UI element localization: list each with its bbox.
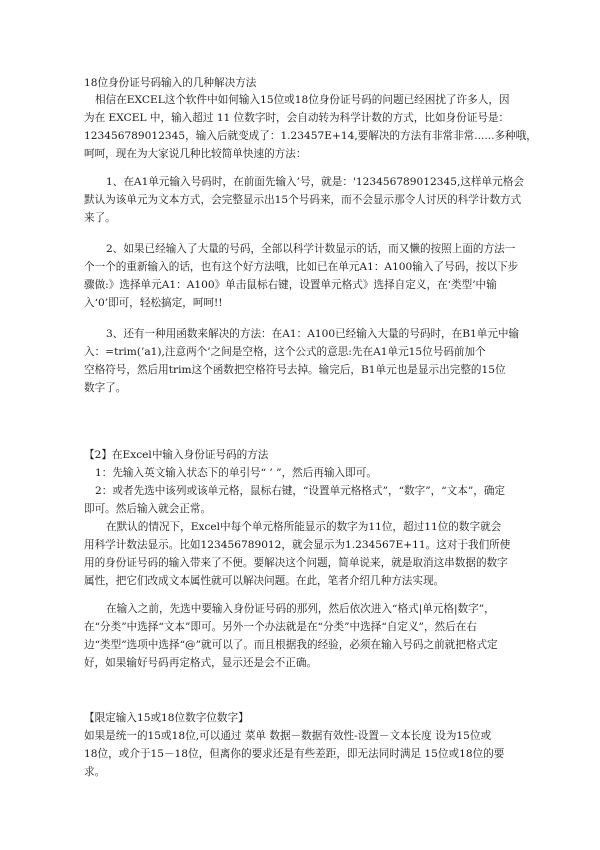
method2-line-2: 个一个的重新输入的话，也有这个好方法哦，比如已在单元A1：A100输入了号码，按以下步 [84, 261, 519, 273]
method3-line-4: 数字了。 [84, 382, 127, 394]
method3-line-3: 空格符号，然后用trim这个函数把空格符号去掉。输完后，B1单元也是显示出完整的15位 [84, 364, 506, 376]
method3-line-1: 3、还有一种用函数来解决的方法：在A1：A100已经输入大量的号码时，在B1单元中输 [106, 328, 520, 340]
section2-step-2-line-2: 即可。然后输入就会正常。 [84, 503, 212, 515]
section2-para3-line-1: 在默认的情况下，Excel中每个单元格所能显示的数字为11位，超过11位的数字就会 [106, 521, 502, 533]
section2-para3-line-4: 属性，把它们改成文本属性就可以解决问题。在此，笔者介绍几种方法实现。 [84, 575, 445, 587]
method2-line-3: 骤做:》选择单元A1：A100》单击鼠标右键，设置单元格式》选择自定义，在‘类型’中输 [84, 279, 497, 291]
section3-line-3: 求。 [84, 766, 106, 778]
method1-line-2: 默认为该单元为文本方式，会完整显示出15个号码来，而不会显示那令人讨厌的科学计数方式 [84, 194, 522, 206]
section1-intro-line-2: 为在 EXCEL 中，输入超过 11 位数字时，会自动转为科学计数的方式，比如身份证号是： [84, 112, 510, 124]
section2-para3-line-2: 用科学计数法显示。比如123456789012，就会显示为1.234567E+11。这对于我们所使 [84, 539, 511, 551]
section2-para4-line-4: 好，如果输好号码再定格式，显示还是会不正确。 [84, 657, 318, 669]
method1-line-1: 1、在A1单元输入号码时，在前面先输入’号，就是：'123456789012345,这样单元格会 [106, 176, 524, 188]
section2-step-2-line-1: 2：或者先选中该列或该单元格，鼠标右键，“设置单元格格式”，“数字”，“文本”，确定 [95, 485, 506, 497]
section2-title: 【2】在Excel中输入身份证号码的方法 [84, 449, 269, 461]
section2-para4-line-1: 在输入之前，先选中要输入身份证号码的那列，然后依次进入“格式|单元格|数字”， [106, 603, 495, 615]
section3-line-2: 18位，或介于15－18位，但离你的要求还是有些差距，即无法同时满足 15位或18位的要 [84, 748, 505, 760]
method2-line-4: 入‘0’即可，轻松搞定，呵呵!! [84, 297, 223, 309]
section2-para3-line-3: 用的身份证号码的输入带来了不便。要解决这个问题，简单说来，就是取消这串数据的数字 [84, 557, 508, 569]
section1-intro-line-1: 相信在EXCEL这个软件中如何输入15位或18位身份证号码的问题已经困扰了许多人，因 [95, 94, 510, 106]
section1-intro-line-3: 123456789012345，输入后就变成了：1.23457E+14,要解决的方法有非常非常......多种哦， [84, 130, 537, 142]
method2-line-1: 2、如果已经输入了大量的号码，全部以科学计数显示的话，而又懒的按照上面的方法一 [106, 243, 516, 255]
section2-step-1: 1：先输入英文输入状态下的单引号“ ’ ”，然后再输入即可。 [95, 467, 377, 479]
section2-para4-line-2: 在“分类”中选择“文本”即可。另外一个办法就是在“分类”中选择“自定义”，然后在右 [84, 621, 477, 633]
method3-line-2: 入：=trim(’a1),注意两个’之间是空格，这个公式的意思:先在A1单元15位号码前加个 [84, 346, 486, 358]
method1-line-3: 来了。 [84, 212, 116, 224]
section3-line-1: 如果是统一的15或18位,可以通过 菜单 数据－数据有效性-设置－文本长度 设为15位或 [84, 730, 492, 742]
section1-title: 18位身份证号码输入的几种解决方法 [84, 77, 257, 89]
section1-intro-line-4: 呵呵，现在为大家说几种比较简单快速的方法： [84, 148, 307, 160]
section3-title: 【限定输入15或18位数字位数字】 [84, 712, 249, 724]
section2-para4-line-3: 边“类型”选项中选择“@”就可以了。而且根据我的经验，必须在输入号码之前就把格式定 [84, 639, 498, 651]
